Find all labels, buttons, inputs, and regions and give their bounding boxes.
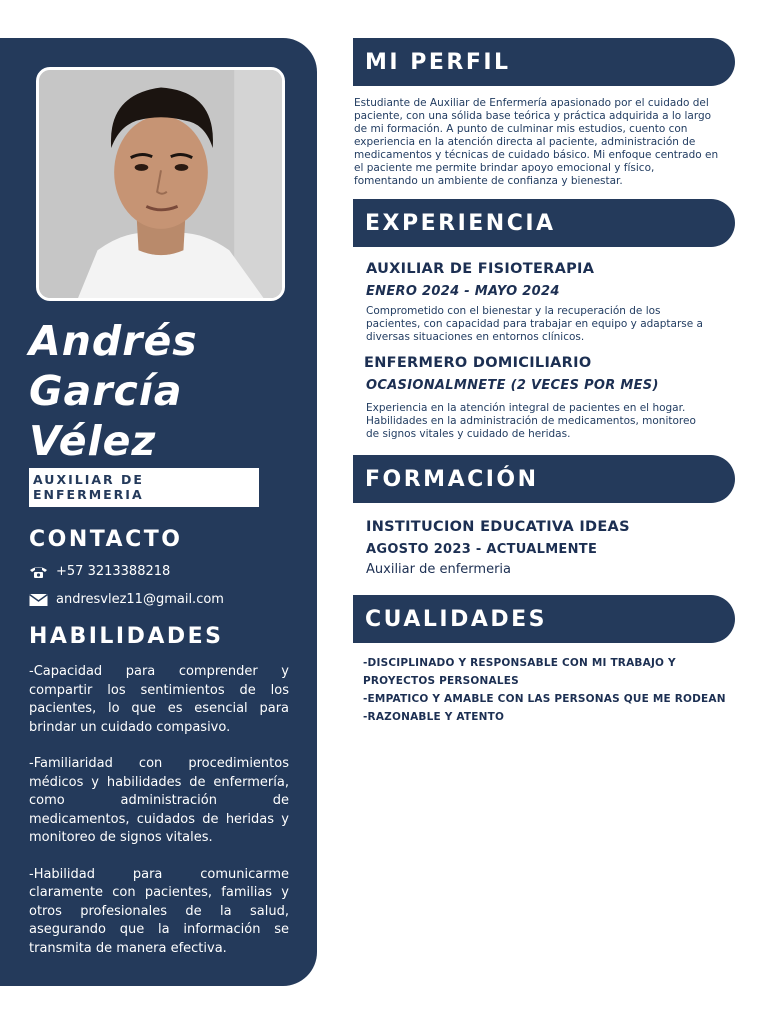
profile-photo-illustration (39, 70, 282, 298)
phone-icon (29, 565, 48, 579)
job-description: Comprometido con el bienestar y la recuperación de los pacientes, con capacidad para trabajar en equipo y adaptarse a diversas situaciones en entornos clínicos. (366, 305, 703, 343)
quality-item: -EMPATICO Y AMABLE CON LAS PERSONAS QUE ME RODEAN (363, 693, 726, 705)
education-institution: INSTITUCION EDUCATIVA IDEAS (366, 519, 630, 535)
profile-photo (36, 67, 285, 301)
job-date: OCASIONALMNETE (2 VECES POR MES) (366, 378, 659, 393)
job-date: ENERO 2024 - MAYO 2024 (366, 284, 560, 299)
email-address[interactable]: andresvlez11@gmail.com (56, 592, 224, 607)
education-program: Auxiliar de enfermeria (366, 562, 511, 577)
job-title: ENFERMERO DOMICILIARIO (364, 355, 592, 371)
skills-list (29, 663, 289, 976)
qualities-list (363, 654, 733, 726)
quality-item: -RAZONABLE Y ATENTO (363, 711, 505, 723)
mail-icon (29, 593, 48, 607)
name-surname-1: García (29, 367, 183, 415)
skill-item: -Capacidad para comprender y compartir los sentimientos de los pacientes, lo que es esencial para brindar un cuidado compasivo. (29, 664, 289, 735)
contact-email (29, 592, 224, 607)
contact-heading: CONTACTO (29, 527, 183, 552)
full-name (29, 316, 299, 466)
contact-phone (29, 564, 170, 579)
name-surname-2: Vélez (29, 417, 157, 465)
role-label: AUXILIAR DE ENFERMERIA (29, 468, 259, 507)
sidebar (0, 38, 317, 986)
profile-summary: Estudiante de Auxiliar de Enfermería apasionado por el cuidado del paciente, con una sólida base teórica y práctica adquirida a lo largo de mi formación. A punto de culminar mis estudios, cuento con experiencia en la atención directa al paciente, administración de medicamentos y técnicas de cuidado básico. Mi enfoque centrado en el paciente me permite brindar apoyo emocional y físico, fomentando un ambiente de confianza y bienestar. (354, 97, 719, 187)
qualities-section-heading: CUALIDADES (353, 595, 735, 643)
quality-item: -DISCIPLINADO Y RESPONSABLE CON MI TRABAJO Y PROYECTOS PERSONALES (363, 657, 676, 687)
experience-section-heading: EXPERIENCIA (353, 199, 735, 247)
skill-item: -Habilidad para comunicarme claramente con pacientes, familias y otros profesionales de la salud, asegurando que la información se transmita de manera efectiva. (29, 866, 289, 956)
phone-number[interactable]: +57 3213388218 (56, 564, 171, 579)
education-section-heading: FORMACIÓN (353, 455, 735, 503)
job-description: Experiencia en la atención integral de pacientes en el hogar. Habilidades en la administración de medicamentos, monitoreo de signos vitales y cuidado de heridas. (366, 402, 696, 440)
name-first: Andrés (29, 317, 198, 365)
skill-item: -Familiaridad con procedimientos médicos y habilidades de enfermería, como administración de medicamentos, cuidados de heridas y monitoreo de signos vitales. (29, 756, 289, 845)
education-period: AGOSTO 2023 - ACTUALMENTE (366, 542, 598, 557)
job-title: AUXILIAR DE FISIOTERAPIA (366, 261, 595, 277)
profile-section-heading: MI PERFIL (353, 38, 735, 86)
skills-heading: HABILIDADES (29, 624, 224, 649)
